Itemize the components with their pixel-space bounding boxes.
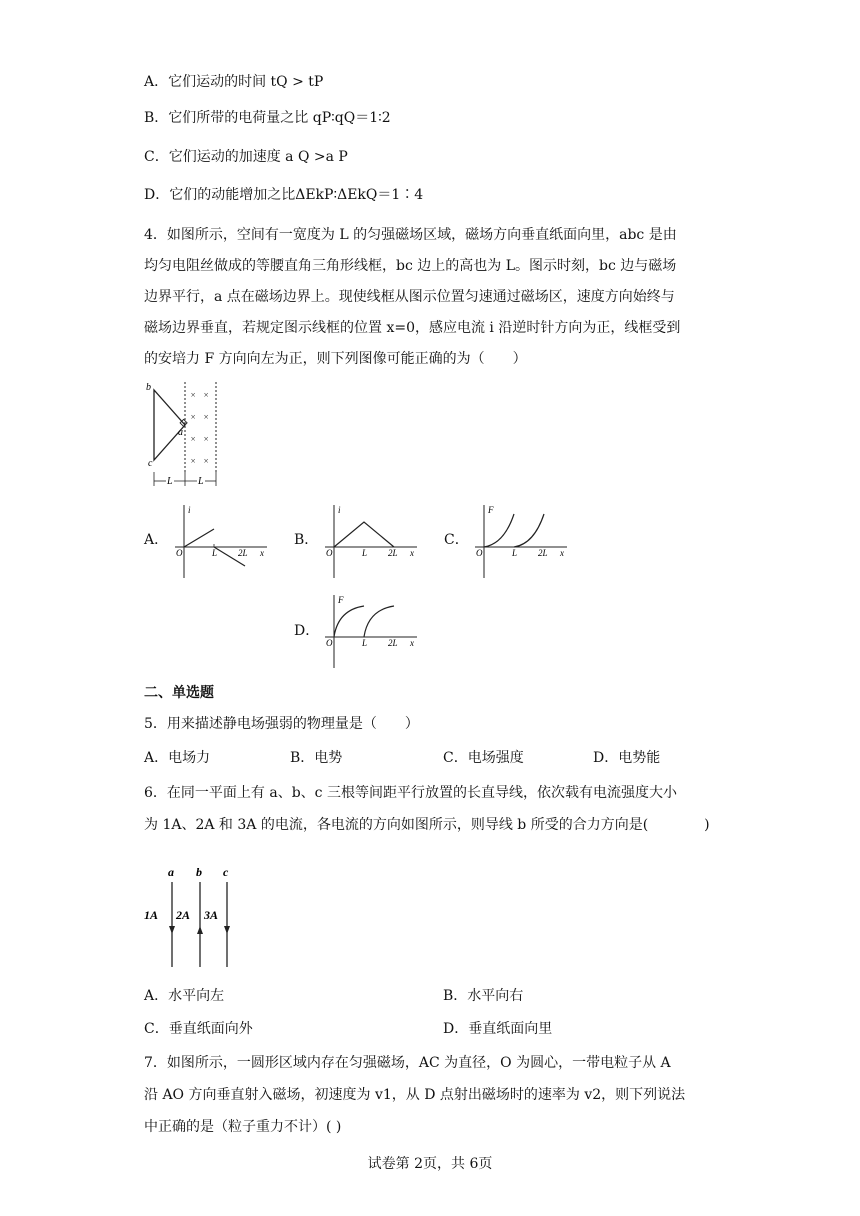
q4-line-2: 均匀电阻丝做成的等腰直角三角形线框，bc 边上的高也为 L。图示时刻，bc 边与磁场 [144, 258, 677, 274]
svg-text:×: × [203, 390, 210, 400]
q3-option-c: C．它们运动的加速度 a Q >a P [144, 149, 348, 165]
q5-stem: 5．用来描述静电场强弱的物理量是（ ） [144, 716, 419, 732]
graph-c-y-label: F [488, 505, 494, 515]
svg-text:×: × [190, 456, 197, 466]
graph-d-origin: O [326, 638, 333, 648]
q6-figure [140, 862, 250, 972]
graph-a-2l-label: 2L [238, 548, 248, 558]
q4-figure [142, 380, 232, 490]
graph-a-origin: O [176, 548, 183, 558]
graph-b-2l-label: 2L [388, 548, 398, 558]
q5-option-d: D．电势能 [593, 750, 661, 766]
graph-d-curve-2 [364, 606, 394, 637]
section-2-title: 二、单选题 [144, 685, 214, 701]
wire-c-label: c [223, 865, 229, 879]
graph-d-curve-1 [334, 606, 364, 637]
label-a: a [178, 427, 183, 438]
wire-c-arrow-down [224, 926, 230, 934]
q4-line-4: 磁场边界垂直，若规定图示线框的位置 x=0，感应电流 i 沿逆时针方向为正，线框受到 [144, 320, 681, 336]
graph-a-l-label: L [212, 548, 218, 558]
q4-stem [144, 220, 719, 375]
graph-a-curve-rise [184, 529, 214, 547]
q3-option-a: A．它们运动的时间 tQ > tP [144, 74, 324, 90]
wire-a-arrow-down [169, 926, 175, 934]
q6-option-b: B．水平向右 [443, 988, 524, 1004]
q4-option-d-label: D． [294, 623, 320, 639]
q5-option-a: A．电场力 [144, 750, 211, 766]
current-3a: 3A [204, 908, 219, 922]
graph-a-x-label: x [260, 548, 264, 558]
q3-option-d: D．它们的动能增加之比ΔEkP∶ΔEkQ＝1∶4 [144, 187, 424, 203]
graph-d-y-label: F [338, 595, 344, 605]
svg-text:×: × [190, 434, 197, 444]
field-crosses [190, 390, 209, 466]
graph-c-2l-label: 2L [538, 548, 548, 558]
svg-text:×: × [203, 456, 210, 466]
q7-line-1: 7．如图所示，一圆形区域内存在匀强磁场，AC 为直径，O 为圆心，一带电粒子从 A [144, 1055, 671, 1071]
graph-c-x-label: x [560, 548, 564, 558]
page-footer: 试卷第 2页，共 6页 [367, 1156, 493, 1172]
wire-a-label: a [168, 865, 174, 879]
q4-line-3: 边界平行，a 点在磁场边界上。现使线框从图示位置匀速通过磁场区，速度方向始终与 [144, 289, 675, 305]
graph-c-origin: O [476, 548, 483, 558]
svg-text:×: × [203, 434, 210, 444]
q4-option-c-label: C． [444, 532, 469, 548]
q5-option-b: B．电势 [290, 750, 343, 766]
current-2a: 2A [176, 908, 191, 922]
q3-option-b: B．它们所带的电荷量之比 qP∶qQ＝1∶2 [144, 110, 391, 126]
graph-b-origin: O [326, 548, 333, 558]
q6-line-1: 6．在同一平面上有 a、b、c 三根等间距平行放置的长直导线，依次载有电流强度大小 [144, 785, 677, 801]
wire-b-label: b [196, 865, 202, 879]
graph-c-l-label: L [512, 548, 518, 558]
graph-d-2l-label: 2L [388, 638, 398, 648]
q7-line-3: 中正确的是（粒子重力不计）( ) [144, 1119, 342, 1135]
graph-d [320, 590, 420, 670]
svg-text:×: × [190, 412, 197, 422]
q6-option-a: A．水平向左 [144, 988, 225, 1004]
svg-text:×: × [203, 412, 210, 422]
graph-d-x-label: x [410, 638, 414, 648]
q4-option-b-label: B． [294, 532, 319, 548]
q5-option-c: C．电场强度 [443, 750, 524, 766]
graph-a-y-label: i [188, 505, 191, 515]
graph-d-l-label: L [362, 638, 368, 648]
q6-option-d: D．垂直纸面向里 [443, 1021, 553, 1037]
svg-text:×: × [190, 390, 197, 400]
triangle-frame [154, 390, 185, 460]
label-b: b [146, 382, 151, 393]
label-c: c [148, 458, 153, 469]
dim-label-l2: L [198, 476, 204, 487]
q4-option-a-label: A． [144, 532, 169, 548]
graph-c [470, 500, 570, 580]
q7-line-2: 沿 AO 方向垂直射入磁场，初速度为 v1，从 D 点射出磁场时的速率为 v2，则下列说法 [144, 1087, 686, 1103]
q4-line-5: 的安培力 F 方向向左为正，则下列图像可能正确的为（ ） [144, 351, 527, 367]
graph-b-x-label: x [410, 548, 414, 558]
current-1a: 1A [144, 908, 159, 922]
wire-b-arrow-up [197, 926, 203, 934]
graph-b-curve [334, 522, 394, 547]
graph-c-curve-1 [484, 514, 514, 547]
q6-line-2: 为 1A、2A 和 3A 的电流，各电流的方向如图所示，则导线 b 所受的合力方向是( ) [144, 817, 710, 833]
dim-label-l1: L [167, 476, 173, 487]
q6-option-c: C．垂直纸面向外 [144, 1021, 253, 1037]
graph-b-y-label: i [338, 505, 341, 515]
graph-b [320, 500, 420, 580]
graph-b-l-label: L [362, 548, 368, 558]
graph-c-curve-2 [514, 514, 544, 547]
graph-a [170, 500, 270, 580]
q4-line-1: 4．如图所示，空间有一宽度为 L 的匀强磁场区域，磁场方向垂直纸面向里，abc 是由 [144, 227, 677, 243]
